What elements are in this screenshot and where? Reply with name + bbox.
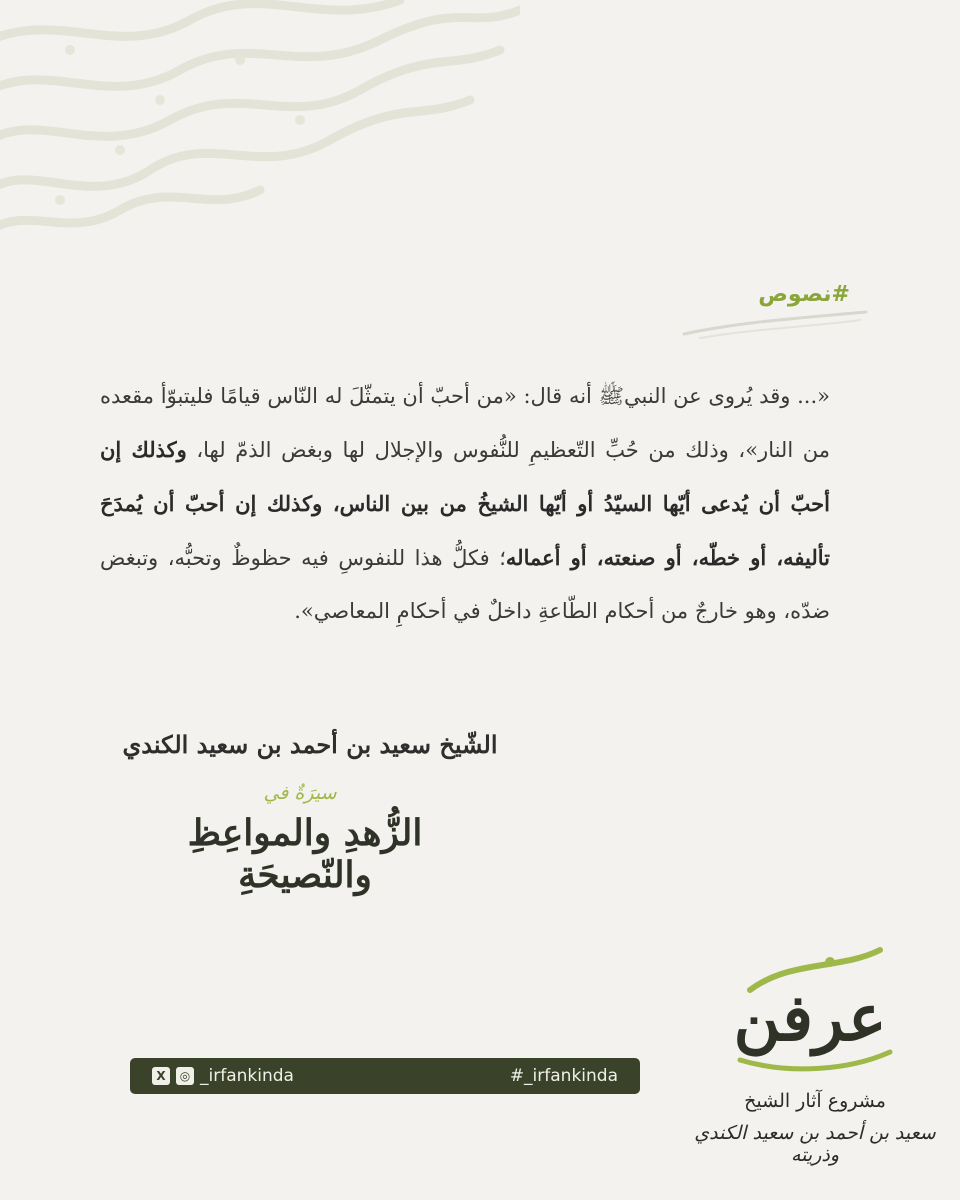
book-title: الزُّهدِ والمواعِظِ والنّصيحَةِ xyxy=(187,812,423,896)
quote-bold-part: وكذلك إن أحبّ أن يُدعى أيّها السيّدُ أو أيّها الشيخُ من بين الناس، وكذلك إن أحبّ أن يُمدَحَ تأليفه، أو خطّه، أو صنعته، أو أعماله xyxy=(100,437,831,570)
logo-name-line: سعيد بن أحمد بن سعيد الكندي وذريته xyxy=(694,1122,936,1166)
social-hashtag[interactable]: #_irfankinda xyxy=(509,1066,618,1086)
social-handle-group[interactable] xyxy=(152,1066,294,1086)
instagram-icon[interactable]: ◎ xyxy=(176,1067,194,1085)
logo-project-line: مشروع آثار الشيخ xyxy=(744,1090,886,1112)
book-title-prefix: سيرَةٌ في xyxy=(263,782,337,804)
author-name: الشّيخ سعيد بن أحمد بن سعيد الكندي xyxy=(122,730,498,759)
irfan-logo-mark xyxy=(710,940,910,1080)
social-handle[interactable]: _irfankinda xyxy=(200,1066,294,1086)
x-icon[interactable]: X xyxy=(152,1067,170,1085)
quote-part-2: ؛ فكلُّ هذا للنفوسِ فيه حظوظٌ وتحبُّه، وتبغض ضدّه، وهو خارجٌ من أحكام الطّاعةِ داخلٌ في أحكامِ المعاصي». xyxy=(100,546,830,623)
brush-stroke-decoration xyxy=(680,308,870,342)
quote-part-1: «... وقد يُروى عن النبيﷺ أنه قال: «من أحبّ أن يتمثّلَ له النّاس قيامًا فليتبوّأ مقعده من النار»، وذلك من حُبِّ التّعظيمِ للنُّفوس والإجلال لها وبغض الذمّ لها، xyxy=(100,384,831,462)
logo-mark-text: عرفن xyxy=(733,981,887,1056)
quote-text xyxy=(100,370,830,638)
social-bar xyxy=(130,1058,640,1094)
section-hashtag: #نصوص xyxy=(758,282,850,307)
project-logo xyxy=(690,930,940,1180)
background-calligraphy-decoration xyxy=(0,0,520,240)
